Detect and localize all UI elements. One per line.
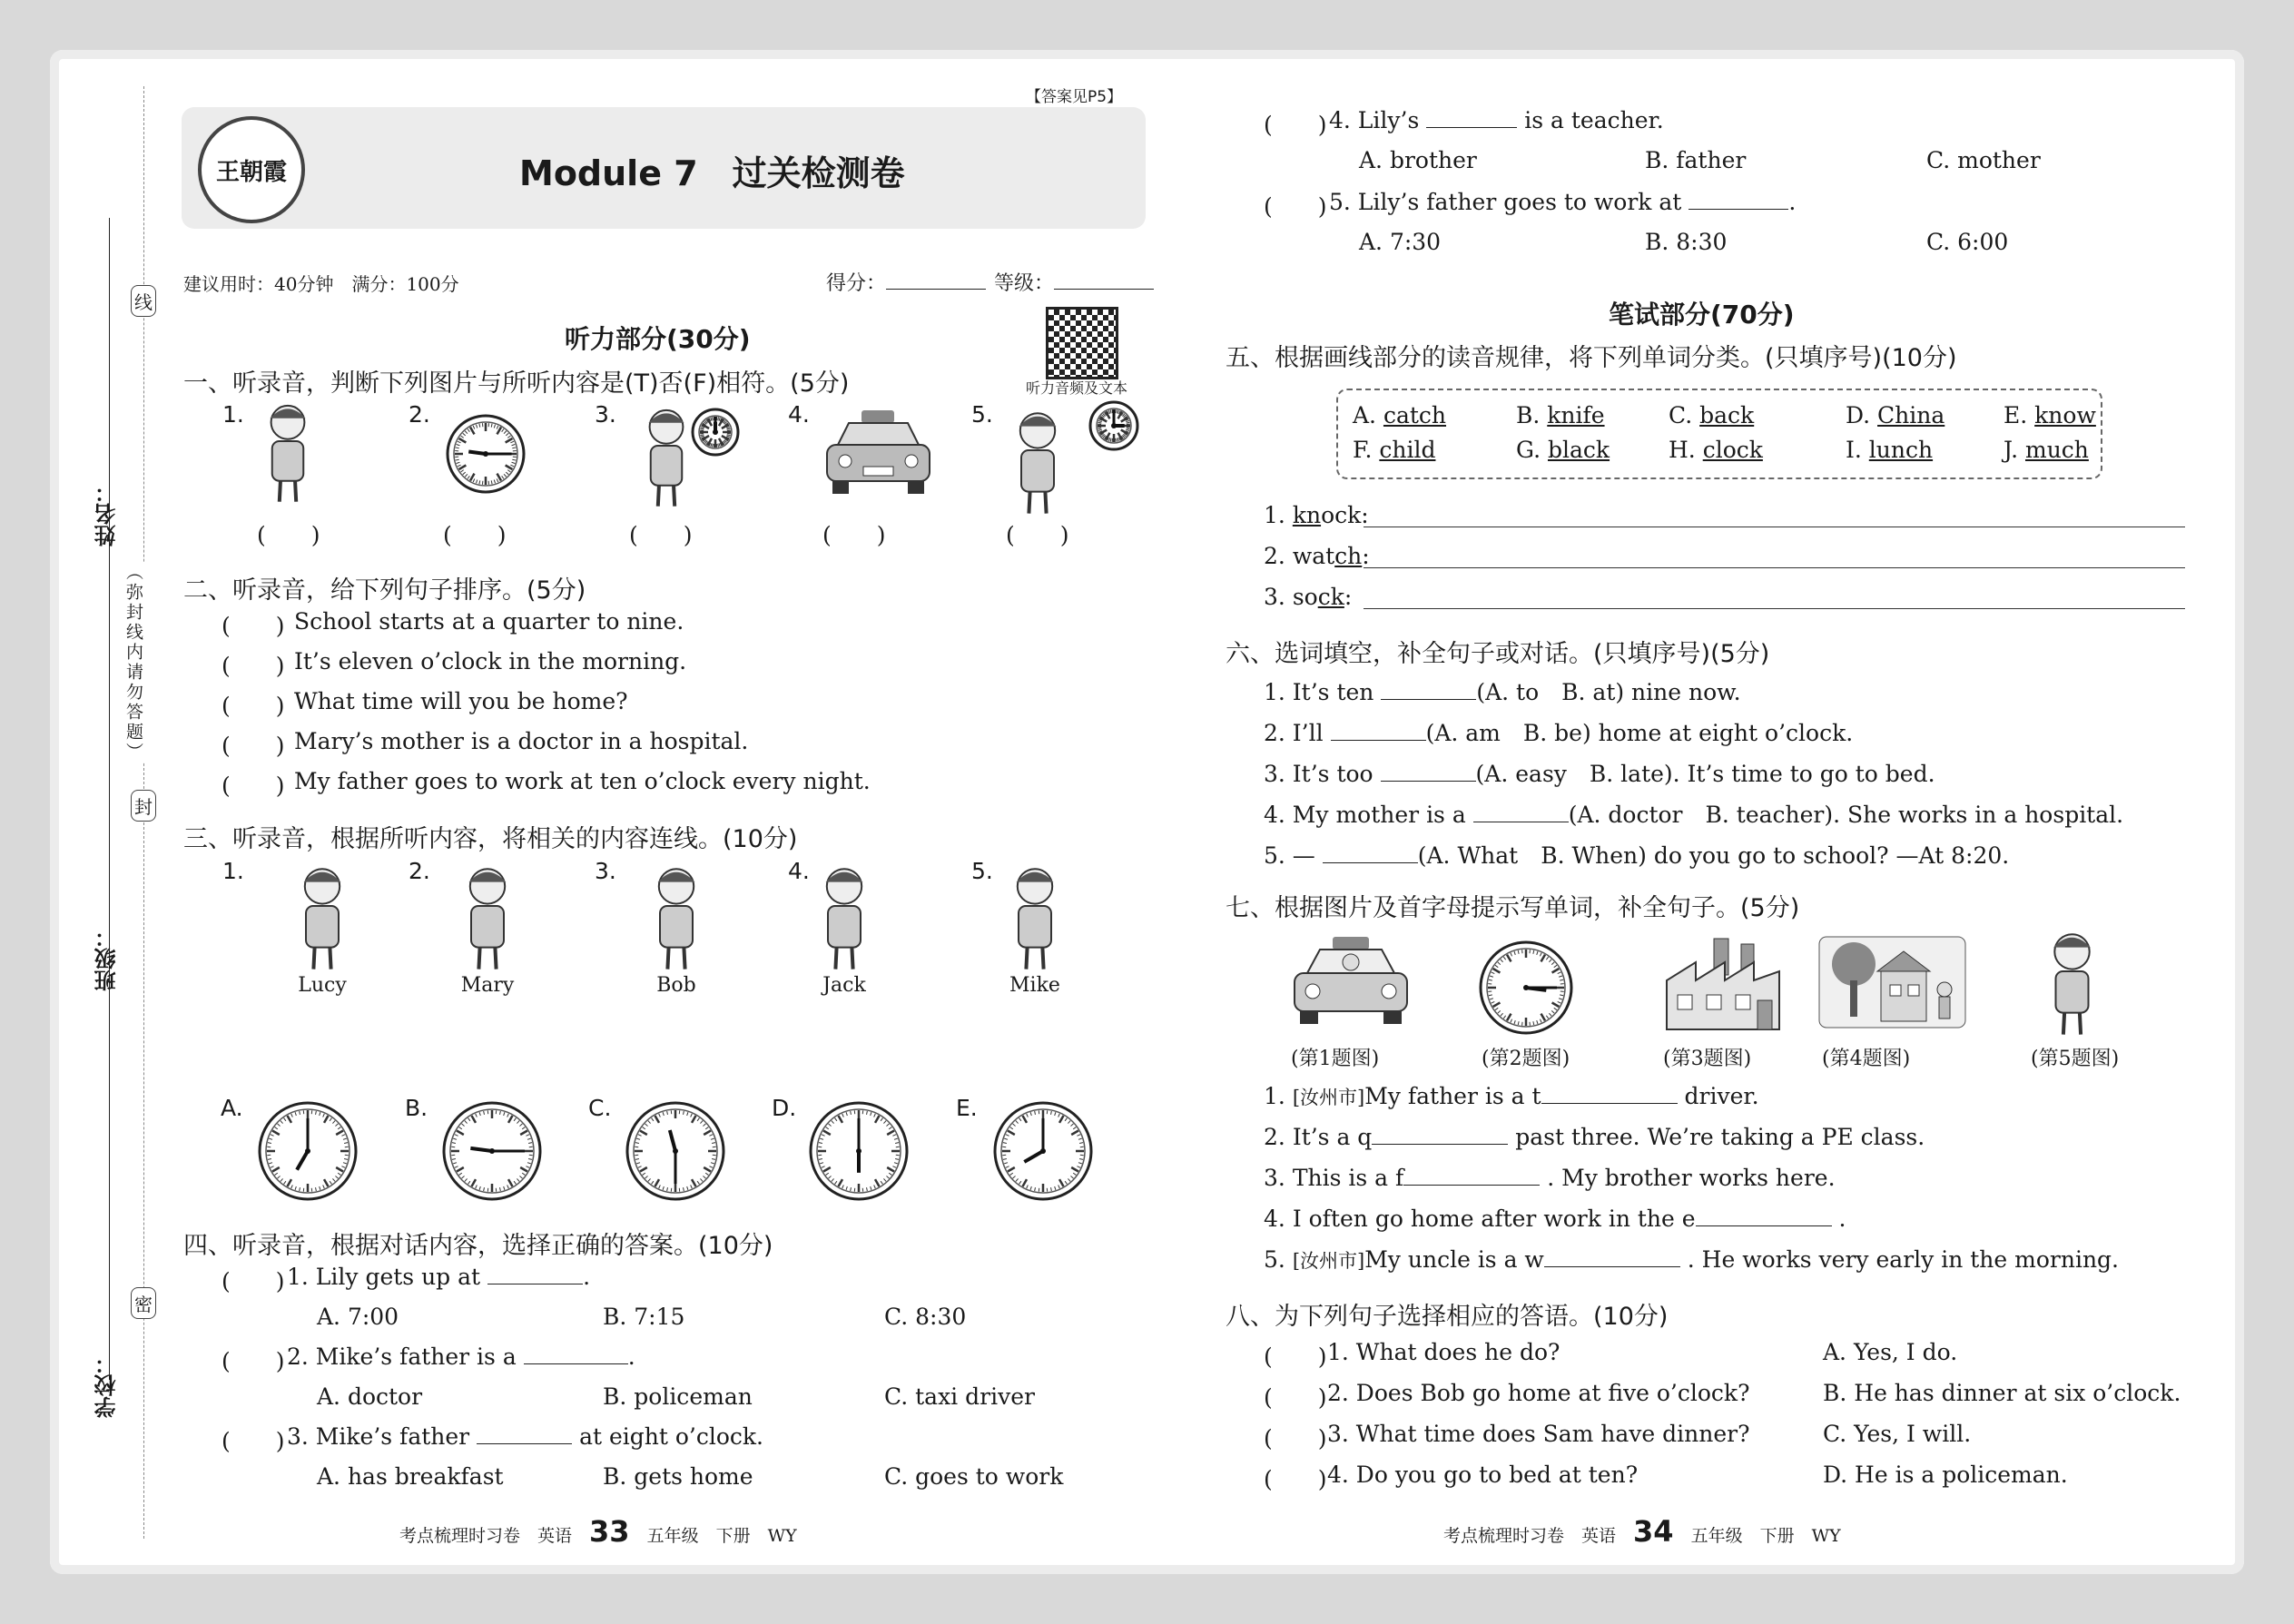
section-5-title: 五、根据画线部分的读音规律，将下列单词分类。(只填序号)(10分) [1226,344,1957,372]
answer-paren[interactable]: ( ) [1006,522,1069,548]
s7-question-text: past three. We’re taking a PE class. [1508,1124,1925,1150]
s5-word-letter: G. [1516,437,1548,463]
answer-paren[interactable]: ( ) [222,653,285,679]
s4-option[interactable]: B. policeman [603,1383,753,1410]
answer-blank[interactable] [1544,1248,1680,1267]
s3-person-name: Jack [822,974,866,997]
s3-clock-letter: E. [956,1095,978,1121]
s5-word-letter: H. [1669,437,1703,463]
s2-sentence: My father goes to work at ten o’clock every night. [294,768,871,794]
period: . [1788,189,1797,215]
answer-paren[interactable]: ( ) [222,1428,285,1454]
s3-clock-illustration [992,1100,1094,1202]
s5-row-text: 3. [1264,584,1293,610]
s8-question: 3. What time does Sam have dinner? [1327,1421,1750,1447]
page-number-left: 33 [589,1514,630,1549]
s3-person-illustration [277,862,368,971]
s7-evening-street-illustration [1817,935,1967,1030]
s4-question-text: 5. Lily’s father goes to work at [1329,189,1682,215]
s6-question-text: 1. It’s ten [1264,679,1382,705]
s5-word [1353,437,1435,463]
s4-option[interactable]: B. gets home [603,1463,753,1490]
s4-option[interactable]: C. 8:30 [884,1304,967,1330]
s3-person-name: Bob [656,974,696,997]
s7-question-text: My uncle is a w [1364,1246,1544,1273]
s5-row-text: so [1292,584,1318,610]
s5-word-letter: E. [2004,402,2035,428]
answer-paren[interactable]: ( ) [222,693,285,719]
s6-question-text: (A. doctor B. teacher). She works in a hospital. [1568,802,2124,828]
s2-sentence: Mary’s mother is a doctor in a hospital. [294,728,749,754]
s8-answer-option: D. He is a policeman. [1823,1462,2068,1488]
s7-picture-caption: (第3题图) [1663,1048,1752,1070]
s7-source-tag: [汝州市] [1292,1250,1365,1272]
s5-row-text: ock: [1321,502,1369,528]
s5-word-letter: B. [1516,402,1548,428]
s3-clock-illustration [625,1100,726,1202]
name-label: 姓名： [94,481,120,546]
footer-right [1443,1514,1841,1549]
s7-picture-caption: (第4题图) [1822,1048,1911,1070]
s8-answer-option: A. Yes, I do. [1823,1339,1958,1365]
binding-write-line [109,218,110,1380]
s4-option[interactable]: A. has breakfast [317,1463,504,1490]
class-label: 班级： [94,926,120,991]
s7-question-text: . My brother works here. [1540,1165,1836,1191]
s3-clock-illustration [257,1100,359,1202]
s5-word-letter: C. [1669,402,1700,428]
s1-clock-illustration [445,413,527,495]
grade-field[interactable] [994,268,1154,296]
s5-word [1669,437,1763,463]
s7-question [1264,1083,1759,1110]
s7-question-number: 1. [1264,1083,1293,1109]
s5-word-text: black [1547,437,1610,463]
s5-row-text: kn [1292,502,1322,528]
answer-blank[interactable] [524,1345,628,1364]
s5-answer-row [1264,502,1369,528]
s4-option[interactable]: C. mother [1926,147,2041,173]
s3-item-number: 5. [971,858,993,884]
s4-question [287,1343,635,1370]
s6-question-text: (A. easy B. late). It’s time to go to bed. [1475,761,1935,787]
s7-question-text: This is a f [1292,1165,1404,1191]
s7-question-text: It’s a q [1292,1124,1373,1150]
answer-paren[interactable]: ( ) [1264,1466,1327,1492]
s6-question [1264,797,2123,830]
answer-paren[interactable]: ( ) [822,522,886,548]
s4-option[interactable]: C. 6:00 [1926,229,2009,255]
s5-word-text: China [1877,402,1945,428]
s6-question-text: (A. to B. at) nine now. [1476,679,1741,705]
s5-word-text: child [1379,437,1436,463]
footer-right-b: 五年级 下册 WY [1690,1526,1841,1546]
s7-question-number: 5. [1264,1246,1293,1273]
answer-blank[interactable] [1381,681,1476,700]
s6-question-text: 2. I’ll [1264,720,1331,746]
s4-option[interactable]: A. 7:00 [317,1304,399,1330]
s5-row-text: : [1344,584,1353,610]
s5-row-text: 2. [1264,543,1293,569]
s4-question-text: 4. Lily’s [1329,107,1420,133]
s6-question-text: (A. What B. When) do you go to school? —At 8:20. [1417,842,2010,869]
section-6-title: 六、选词填空，补全句子或对话。(只填序号)(5分) [1226,640,1770,668]
answer-paren[interactable]: ( ) [1264,193,1327,220]
s7-question-number: 3. [1264,1165,1293,1191]
s3-person-illustration [631,862,722,971]
s2-sentence: School starts at a quarter to nine. [294,608,684,635]
s5-word [1846,402,1944,428]
s3-person-illustration [989,862,1080,971]
answer-line[interactable] [1364,608,2185,609]
section-7-title: 七、根据图片及首字母提示写单词，补全句子。(5分) [1226,894,1800,922]
s6-question-text: (A. am B. be) home at eight o’clock. [1425,720,1854,746]
answer-paren[interactable]: ( ) [1264,1343,1327,1370]
s3-clock-letter: C. [588,1095,612,1121]
answer-blank[interactable] [1403,1166,1540,1186]
s5-word-text: know [2034,402,2096,428]
school-label: 学校： [94,1353,120,1418]
dense-mark: 密 [131,1287,156,1319]
s5-word-letter: I. [1846,437,1869,463]
writing-title: 笔试部分(70分) [1609,300,1795,330]
answer-line[interactable] [1364,567,2185,568]
s4-question-text: 2. Mike’s father is a [287,1343,517,1370]
section-1-title: 一、听录音，判断下列图片与所听内容是(T)否(F)相符。(5分) [183,369,850,398]
answer-blank[interactable] [487,1265,583,1284]
s5-word-letter: D. [1846,402,1878,428]
answer-blank[interactable] [1372,1126,1508,1145]
s2-sentence: It’s eleven o’clock in the morning. [294,648,687,674]
answer-paren[interactable]: ( ) [222,733,285,759]
s7-question-number: 2. [1264,1124,1293,1150]
answer-blank[interactable] [1323,844,1418,863]
s5-word [1516,402,1605,428]
answer-paren[interactable]: ( ) [257,522,320,548]
time-limit: 建议用时：40分钟 满分：100分 [183,273,459,295]
s4-option[interactable]: A. doctor [317,1383,423,1410]
s3-item-number: 1. [222,858,244,884]
s7-clock-illustration [1478,940,1574,1036]
s6-question [1264,838,2009,871]
s7-question [1264,1165,1836,1191]
s3-person-illustration [442,862,533,971]
s5-word [2004,402,2096,428]
footer-right-a: 考点梳理时习卷 英语 [1443,1526,1617,1546]
s5-word [1846,437,1933,463]
s7-question [1264,1124,1925,1150]
s1-item-number: 1. [222,401,244,428]
s4-option[interactable]: B. father [1645,147,1747,173]
section-8-title: 八、为下列句子选择相应的答语。(10分) [1226,1303,1669,1331]
s8-answer-option: B. He has dinner at six o’clock. [1823,1380,2181,1406]
page-title: Module 7 过关检测卷 [519,153,905,193]
s7-question-text: My father is a t [1364,1083,1541,1109]
s5-word [1353,402,1446,428]
s4-question [1329,107,1664,133]
s3-item-number: 4. [788,858,810,884]
answer-paren[interactable]: ( ) [443,522,507,548]
s1-item-number: 5. [971,401,993,428]
answer-ref: 【答案见P5】 [1026,88,1123,106]
logo-text: 王朝霞 [215,158,287,186]
qr-caption: 听力音频及文本 [1026,379,1128,397]
s5-word [2004,437,2089,463]
answer-blank[interactable] [1541,1085,1678,1104]
s3-clock-letter: B. [405,1095,428,1121]
s5-word-text: lunch [1868,437,1934,463]
s7-factory-illustration [1659,935,1787,1030]
s6-question [1264,756,1935,789]
s4-question-text: 1. Lily gets up at [287,1264,481,1290]
brand-logo [198,116,305,223]
s7-question-text: . [1831,1206,1846,1232]
answer-blank[interactable] [1331,722,1426,741]
answer-paren[interactable]: ( ) [629,522,693,548]
answer-blank[interactable] [1696,1207,1832,1226]
s6-question-text: 4. My mother is a [1264,802,1473,828]
s5-row-text: 1. [1264,502,1293,528]
s3-person-name: Lucy [298,974,347,997]
s3-clock-letter: A. [221,1095,243,1121]
s5-row-text: wat [1292,543,1335,569]
s5-row-text: ch [1334,543,1363,569]
s4-question-text: 3. Mike’s father [287,1423,470,1450]
s4-question [1329,189,1796,215]
s5-word-text: much [2024,437,2089,463]
line-mark: 线 [131,285,156,317]
s8-question: 2. Does Bob go home at five o’clock? [1327,1380,1750,1406]
footer-left-a: 考点梳理时习卷 英语 [399,1526,573,1546]
s5-row-text: ck [1317,584,1344,610]
s3-clock-illustration [441,1100,543,1202]
s4-option[interactable]: B. 8:30 [1645,229,1728,255]
answer-blank[interactable] [1381,763,1476,782]
s5-answer-row [1264,543,1370,569]
s8-answer-option: C. Yes, I will. [1823,1421,1972,1447]
grade-label: 等级： [994,272,1055,295]
period: . [583,1264,591,1290]
answer-paren[interactable]: ( ) [1264,1425,1327,1452]
s1-boy-football-illustration [1006,407,1069,516]
s8-question: 1. What does he do? [1327,1339,1561,1365]
s3-person-name: Mike [1009,974,1060,997]
s1-item-number: 2. [409,401,430,428]
answer-blank[interactable] [1689,191,1788,210]
s1-item-number: 4. [788,401,810,428]
period: . [627,1343,635,1370]
s4-option[interactable]: A. 7:30 [1359,229,1442,255]
s7-question-number: 4. [1264,1206,1293,1232]
s7-taxi-driver-illustration [1287,935,1414,1026]
s4-option[interactable]: C. goes to work [884,1463,1064,1490]
footer-left [399,1514,797,1549]
s3-person-name: Mary [460,974,515,997]
answer-paren[interactable]: ( ) [1264,1384,1327,1411]
qr-code-icon[interactable] [1046,307,1118,379]
s6-question-text: 3. It’s too [1264,761,1381,787]
s7-picture-caption: (第5题图) [2031,1048,2120,1070]
answer-blank[interactable] [1426,109,1517,128]
s5-word-text: back [1699,402,1755,428]
s7-picture-caption: (第2题图) [1482,1048,1570,1070]
section-2-title: 二、听录音，给下列句子排序。(5分) [183,576,586,605]
answer-blank[interactable] [1473,803,1569,822]
s4-question [287,1423,763,1450]
s6-question-text: 5. — [1264,842,1323,869]
s7-source-tag: [汝州市] [1292,1087,1365,1108]
answer-blank[interactable] [477,1425,572,1444]
s8-question: 4. Do you go to bed at ten? [1327,1462,1639,1488]
answer-paren[interactable]: ( ) [1264,112,1327,138]
s7-question-text: I often go home after work in the e [1292,1206,1696,1232]
s1-small-clock-illustration [690,407,741,458]
s7-picture-caption: (第1题图) [1291,1048,1380,1070]
section-4-title: 四、听录音，根据对话内容，选择正确的答案。(10分) [183,1232,773,1260]
s3-clock-letter: D. [772,1095,797,1121]
s4-option[interactable]: A. brother [1359,147,1477,173]
score-label: 得分： [826,272,887,295]
s5-word [1669,402,1754,428]
s3-item-number: 2. [409,858,430,884]
s5-word-letter: J. [2004,437,2025,463]
score-field[interactable] [826,268,986,296]
s5-word-text: knife [1547,402,1605,428]
s5-word-text: catch [1383,402,1447,428]
page-number-right: 34 [1633,1514,1674,1549]
section-3-title: 三、听录音，根据所听内容，将相关的内容连线。(10分) [183,825,798,853]
s3-item-number: 3. [595,858,616,884]
seal-mark: 封 [131,790,156,822]
s1-doctor-illustration [256,399,320,504]
s5-row-text: : [1362,543,1370,569]
s5-word [1516,437,1610,463]
s4-question-text: is a teacher. [1517,107,1664,133]
s1-item-number: 3. [595,401,616,428]
s3-person-illustration [799,862,890,971]
s7-question [1264,1206,1846,1232]
s7-worker-illustration [2038,928,2106,1037]
s5-word-letter: A. [1353,402,1383,428]
s5-word-text: clock [1702,437,1763,463]
s1-small-clock-illustration [1088,399,1140,452]
s4-option[interactable]: B. 7:15 [603,1304,685,1330]
s6-question [1264,715,1853,748]
answer-paren[interactable]: ( ) [222,773,285,799]
s2-sentence: What time will you be home? [294,688,628,714]
s7-question-text: . He works very early in the morning. [1679,1246,2119,1273]
s4-question [287,1264,590,1290]
s5-answer-row [1264,584,1352,610]
s6-question [1264,674,1741,707]
s1-taxi-illustration [822,408,935,499]
s1-girl-illustration [635,404,697,508]
s4-option[interactable]: C. taxi driver [884,1383,1035,1410]
listening-title: 听力部分(30分) [565,324,751,354]
s7-question [1264,1246,2119,1274]
answer-paren[interactable]: ( ) [222,613,285,639]
no-answer-note: （弥封线内请勿答题） [122,563,146,763]
footer-left-b: 五年级 下册 WY [646,1526,797,1546]
answer-paren[interactable]: ( ) [222,1268,285,1294]
s7-question-text: driver. [1677,1083,1759,1109]
answer-paren[interactable]: ( ) [222,1348,285,1374]
s4-question-text: at eight o’clock. [572,1423,764,1450]
s3-clock-illustration [808,1100,910,1202]
s5-word-letter: F. [1353,437,1380,463]
